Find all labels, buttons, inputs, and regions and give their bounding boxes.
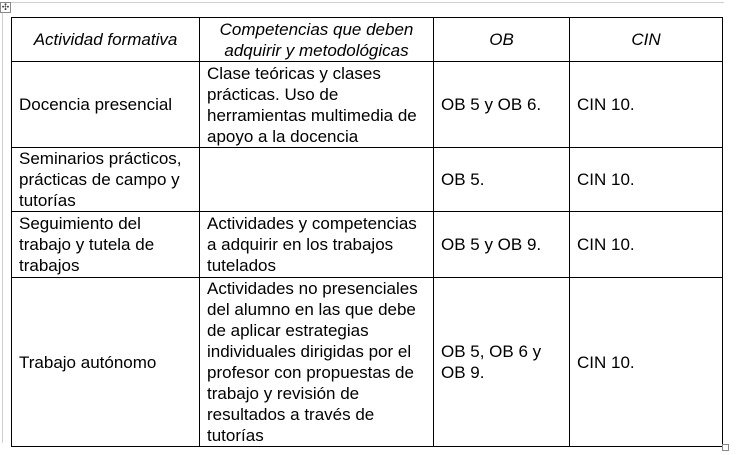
cell-competences[interactable]: Clase teóricas y clases prácticas. Uso de herramientas multimedia de apoyo a la docencia (200, 62, 434, 148)
cell-competences[interactable]: Actividades no presenciales del alumno en las que debe de aplicar estrategias individuales dirigidas por el profesor con propuestas de trabajo y revisión de resultados a través de tutorías (200, 278, 434, 447)
header-competences[interactable]: Competencias que deben adquirir y metodológicas (200, 18, 434, 62)
header-ob[interactable]: OB (434, 18, 570, 62)
cell-cin[interactable]: CIN 10. (570, 278, 723, 447)
table-header-row (12, 18, 723, 62)
header-cin[interactable]: CIN (570, 18, 723, 62)
cell-activity[interactable]: Seguimiento del trabajo y tutela de trabajos (12, 212, 200, 278)
table-row (12, 278, 723, 447)
cell-cin[interactable]: CIN 10. (570, 148, 723, 212)
table-row (12, 212, 723, 278)
cell-competences[interactable] (200, 148, 434, 212)
cell-cin[interactable]: CIN 10. (570, 212, 723, 278)
cell-competences[interactable]: Actividades y competencias a adquirir en los trabajos tutelados (200, 212, 434, 278)
cell-activity[interactable]: Seminarios prácticos, prácticas de campo y tutorías (12, 148, 200, 212)
activities-table (11, 17, 723, 447)
cell-ob[interactable]: OB 5, OB 6 y OB 9. (434, 278, 570, 447)
cell-ob[interactable]: OB 5 y OB 9. (434, 212, 570, 278)
cell-cin[interactable]: CIN 10. (570, 62, 723, 148)
table-resize-handle[interactable] (722, 444, 729, 451)
cell-activity[interactable]: Trabajo autónomo (12, 278, 200, 447)
cell-ob[interactable]: OB 5. (434, 148, 570, 212)
table-row (12, 62, 723, 148)
header-activity[interactable]: Actividad formativa (12, 18, 200, 62)
cell-activity[interactable]: Docencia presencial (12, 62, 200, 148)
cell-ob[interactable]: OB 5 y OB 6. (434, 62, 570, 148)
table-move-handle-icon[interactable]: ✣ (1, 2, 10, 12)
table-row (12, 148, 723, 212)
